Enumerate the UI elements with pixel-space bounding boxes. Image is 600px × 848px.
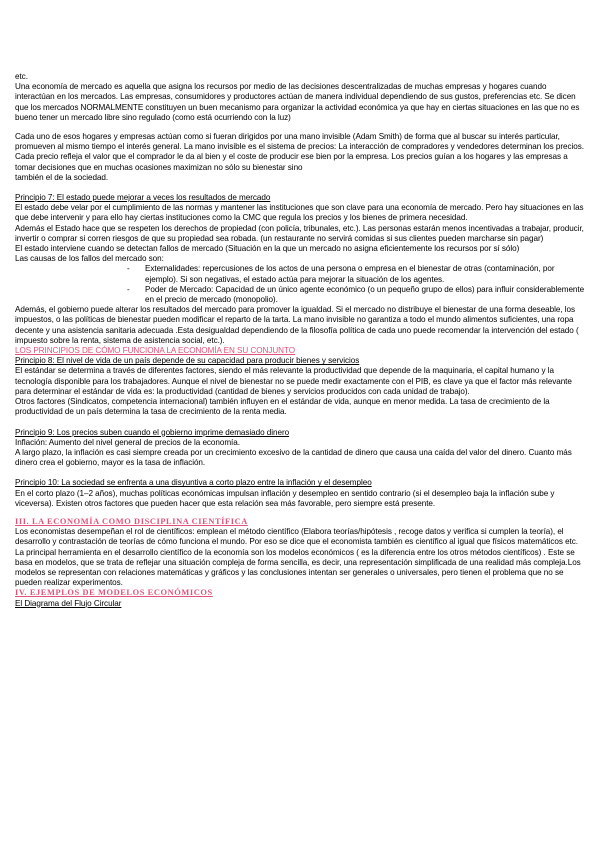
list-item-poder-mercado: [15, 285, 586, 305]
paragraph-estado-velar: El estado debe velar por el cumplimiento de las normas y mantener las instituciones que son clave para una economía de mercado. Pero hay situaciones en las que debe intervenir y para ello hay ciertas instituciones como la CMC que regula los precios y los bienes de primera necesidad.: [15, 203, 584, 223]
paragraph-estado-interviene: El estado interviene cuando se detectan fallos de mercado (Situación en la que un mercado no asigna eficientemente los recursos por sí sólo): [15, 244, 520, 254]
heading-principio-10: Principio 10: La sociedad se enfrenta a una disyuntiva a corto plazo entre la inflación y el desempleo: [15, 478, 372, 488]
paragraph-derechos-propiedad: Además el Estado hace que se respeten los derechos de propiedad (con policía, tribunales, etc.). Las personas estarán menos incentivadas a trabajar, producir, invertir o comprar si corren riesgos de que su propiedad sea robada. (un restaurante no servirá comidas si sus clientes pueden marcharse sin pagar): [15, 223, 584, 243]
heading-principio-7: Principio 7: El estado puede mejorar a veces los resultados de mercado: [15, 193, 271, 203]
paragraph-causas-fallos: Las causas de los fallos del mercado son:: [15, 254, 164, 264]
paragraph-mano-invisible: Cada uno de esos hogares y empresas actúan como si fueran dirigidos por una mano invisible (Adam Smith) de forma que al buscar su interés particular, promueven al mismo tiempo el interés general. La mano invisible es el sistema de precios: La interacción de compradores y vendedores determinan los precios. Cada precio refleja el valor que el comprador le da al bien y el coste de producir ese bien por la empresa. Los precios guían a los hogares y las empresas a tomar decisiones que en muchas ocasiones maximizan no sólo su bienestar sino: [15, 132, 584, 172]
heading-diagrama-flujo: El Diagrama del Flujo Circular: [15, 598, 122, 608]
paragraph-otros-factores: Otros factores (Sindicatos, competencia internacional) también influyen en el estándar de vida, aunque en menor medida. La tasa de crecimiento de la productividad de un país determina la tasa de crecimiento de la renta media.: [15, 397, 550, 417]
paragraph-gobierno-igualdad: Además, el gobierno puede alterar los resultados del mercado para promover la igualdad. Si el mercado no distribuye el bienestar de una forma deseable, los impuestos, o las políticas de bienestar pueden modificar el reparto de la tarta. La mano invisible no garantiza a todo el mundo alimentos suficientes, una ropa decente y una asistencia sanitaria adecuada .Esta desigualdad dependiendo de la filosofía política de cada uno puede recomendar la intervención del estado ( impuesto sobre la renta, sistema de asistencia social, etc.).: [15, 305, 579, 345]
bullet-dash: -: [127, 264, 130, 274]
list-item-externalidades: [15, 264, 586, 284]
bullet-dash: -: [127, 284, 130, 294]
paragraph-herramienta: La principal herramienta en el desarrollo científico de la economía son los modelos económicos ( es la diferencia entre los otros métodos científicos) . Este se basa en modelos, que se trata de reflejar una situación compleja de forma sencilla, es decir, una representación simplificada de una realidad más compleja.Los modelos se representan con relaciones matemáticas y gráficos y las conclusiones intentan ser generales o universales, pero tienen el problema que no se pueden realizar experimentos.: [15, 547, 581, 588]
paragraph-inflacion: Inflación: Aumento del nivel general de precios de la economía.: [15, 437, 240, 447]
document-page: [15, 72, 586, 609]
heading-section-iii: III. LA ECONOMÍA COMO DISCIPLINA CIENTÍFICA: [15, 516, 248, 526]
heading-section-iv: IV. EJEMPLOS DE MODELOS ECONÓMICOS: [15, 588, 213, 598]
heading-principio-9: Principio 9: Los precios suben cuando el gobierno imprime demasiado dinero: [15, 427, 290, 437]
paragraph-corto-plazo: En el corto plazo (1–2 años), muchas políticas económicas impulsan inflación y desempleo en sentido contrario (si el desempleo baja la inflación sube y viceversa). Existen otros factores que pueden hacer que esta relación sea más favorable, pero siempre está presente.: [15, 488, 555, 508]
list-item-text: Poder de Mercado: Capacidad de un único agente económico (o un pequeño grupo de ellos) para influir considerablemente en el precio de mercado (monopolio).: [145, 284, 585, 305]
paragraph-largo-plazo: A largo plazo, la inflación es casi siempre creada por un crecimiento excesivo de la cantidad de dinero que causa una caída del valor del dinero. Cuanto más dinero crea el gobierno, mayor es la tasa de inflación.: [15, 447, 572, 468]
paragraph-estandar: El estándar se determina a través de diferentes factores, siendo el más relevante la productividad que depende de la maquinaria, el capital humano y la tecnología disponible para los trabajadores. Aunque el nivel de bienestar no se puede medir exactamente con el PIB, es clave ya que el factor más relevante para determinar el estándar de vida es: la productividad (cantidad de bienes y servicios producidos con cada unidad de trabajo).: [15, 366, 572, 396]
heading-principios-conjunto: LOS PRINCIPIOS DE CÓMO FUNCIONA LA ECONOMÍA EN SU CONJUNTO: [15, 346, 296, 356]
paragraph-etc: etc.: [15, 72, 28, 81]
fallos-list: [15, 264, 586, 305]
paragraph-economia-mercado: Una economía de mercado es aquella que asigna los recursos por medio de las decisiones descentralizadas de muchas empresas y hogares cuando interactúan en los mercados. Las empresas, consumidores y productores actúan de manera individual dependiendo de sus gustos, preferencias etc. Se dicen que los mercados NORMALMENTE constituyen un buen mecanismo para organizar la actividad económica ya que hay en ciertas situaciones en las que no es bueno tener un mercado libre sino regulado (como está ocurriendo con la luz): [15, 82, 580, 122]
list-item-text: Externalidades: repercusiones de los actos de una persona o empresa en el bienestar de otras (contaminación, por ejemplo). Si son negativas, el estado actúa para mejorar la situación de los agentes.: [145, 264, 555, 284]
paragraph-mano-invisible-end: también el de la sociedad.: [15, 172, 109, 182]
paragraph-economistas: Los economistas desempeñan el rol de científicos: emplean el método científico (Elabora teorías/hipótesis , recoge datos y verifica si cumplen la teoría), el desarrollo y contrastación de teorías de cómo funciona el mundo. Por eso se dice que el economista también es científico al igual que físicos matemáticos etc.: [15, 527, 578, 547]
heading-principio-8: Principio 8: El nivel de vida de un país depende de su capacidad para producir bienes y servicios: [15, 356, 360, 366]
